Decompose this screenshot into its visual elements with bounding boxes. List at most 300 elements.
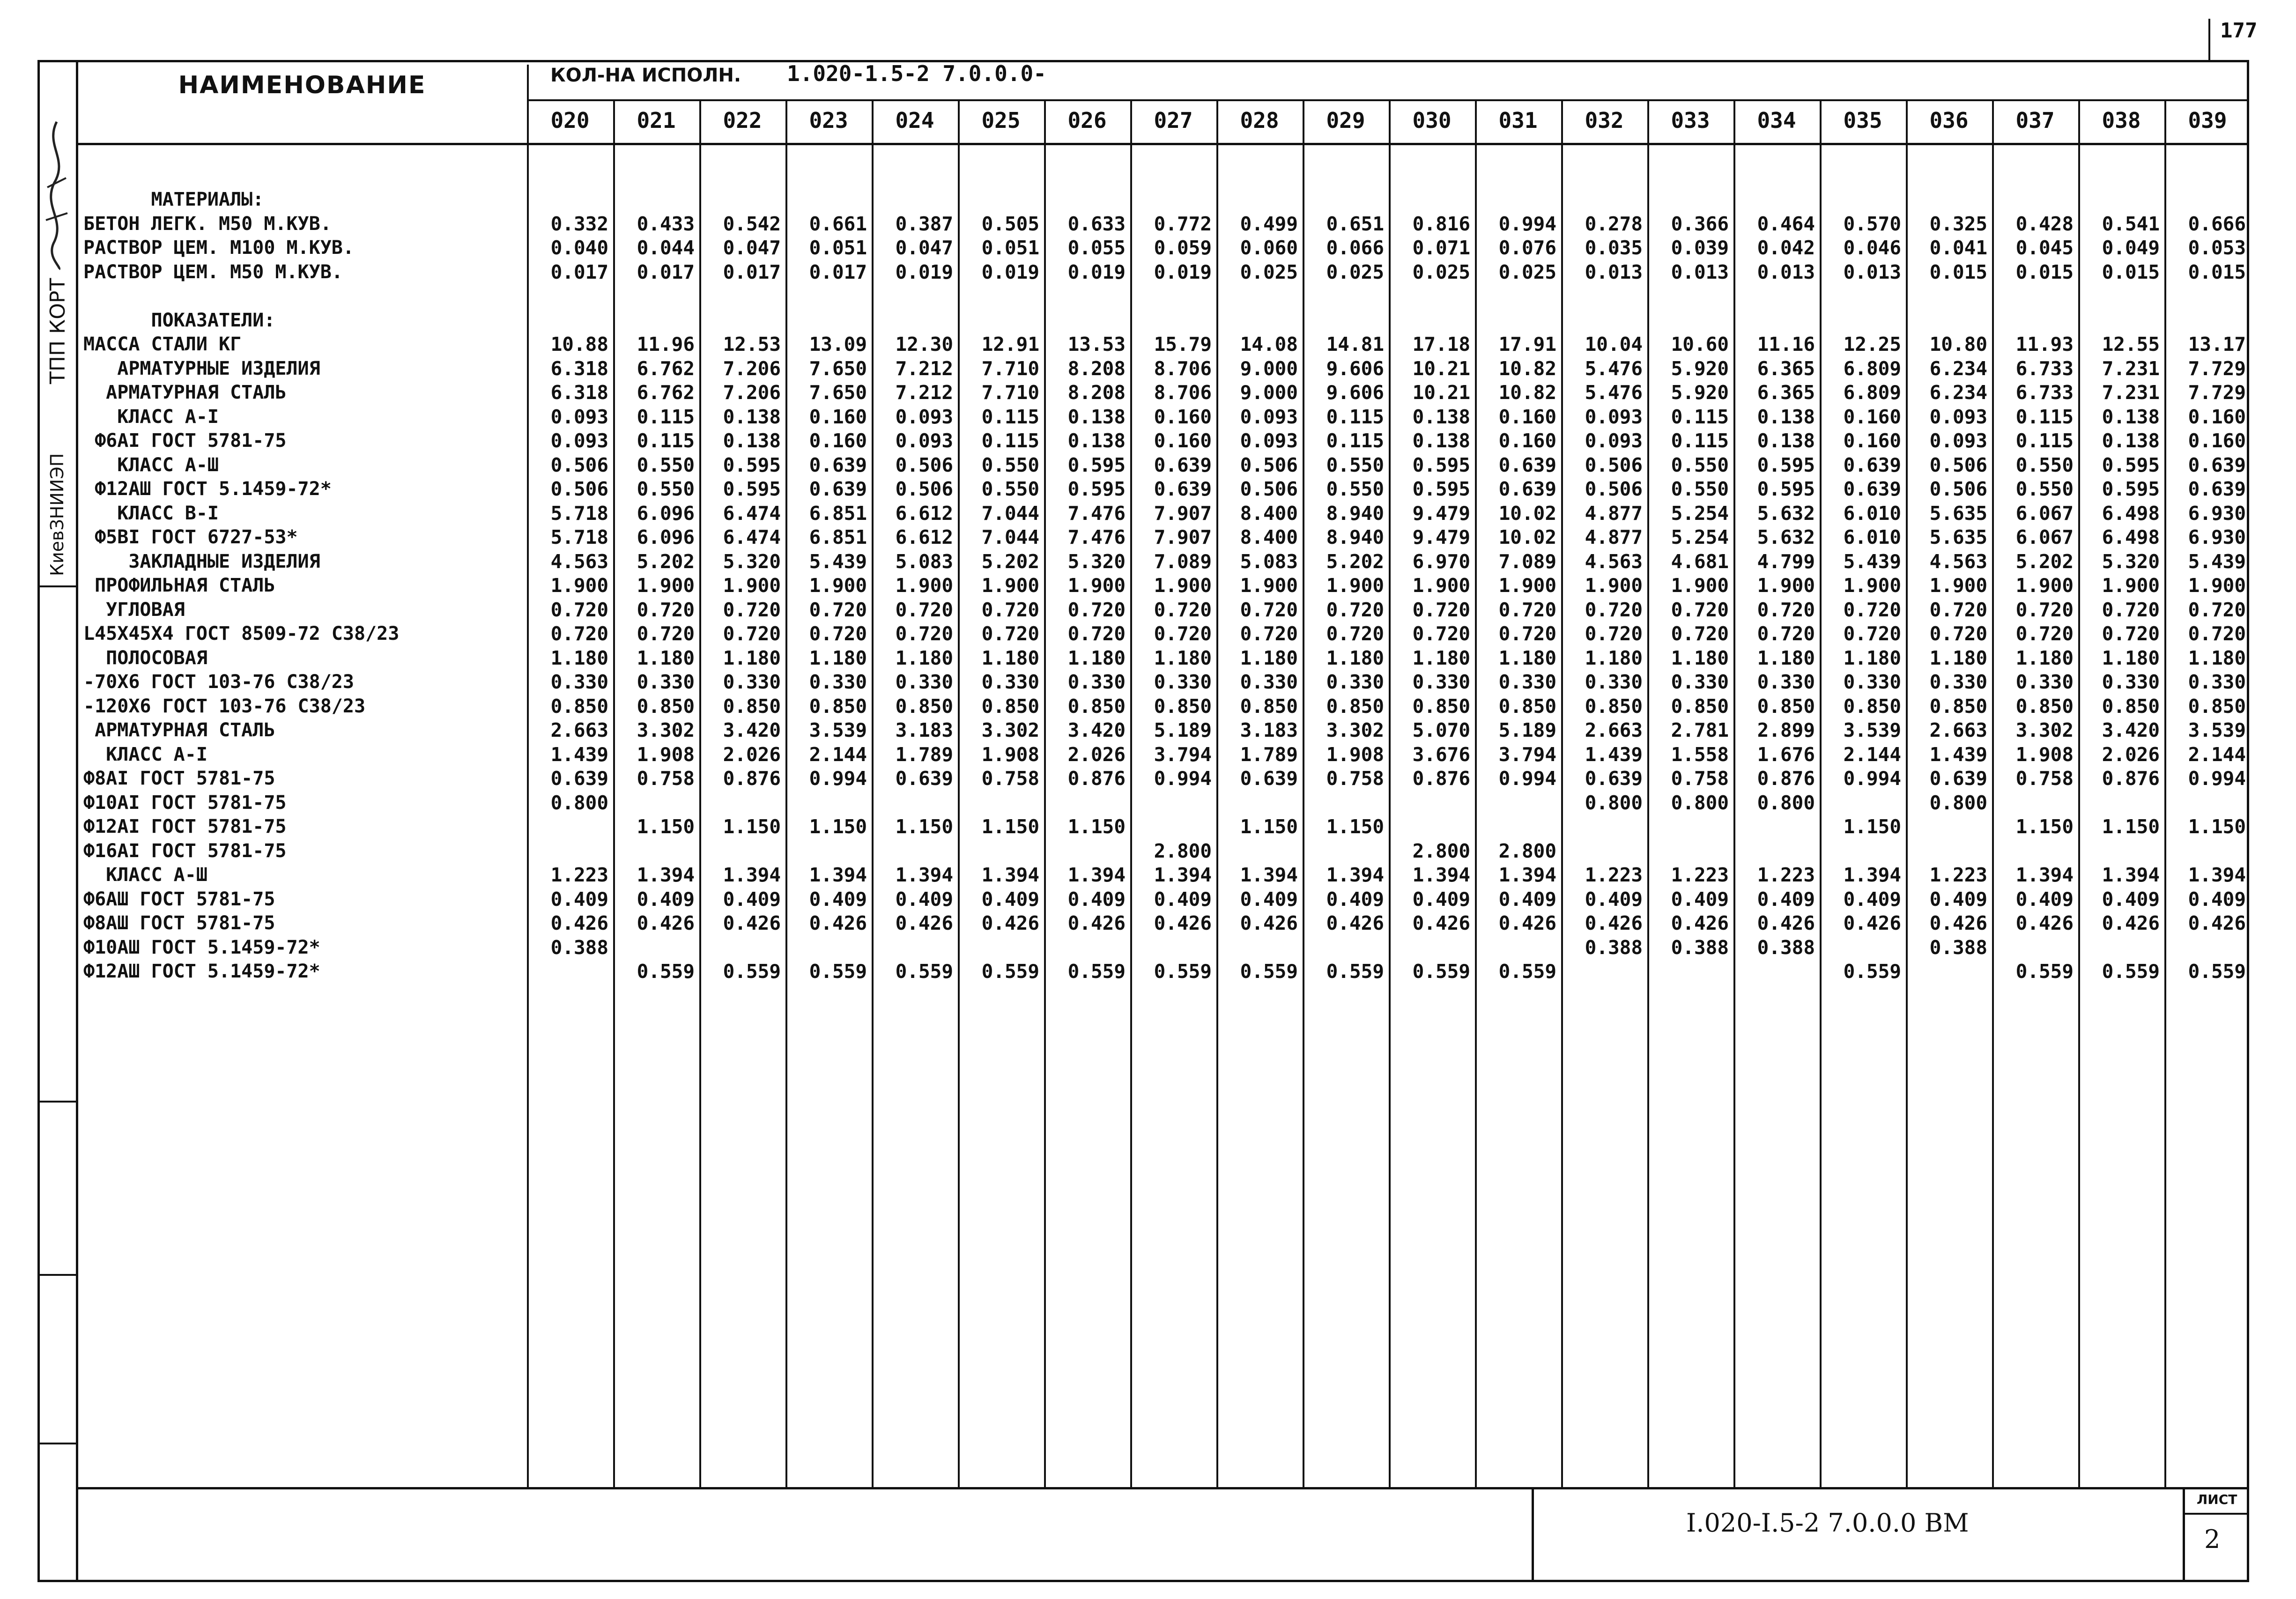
table-cell: 0.330: [1326, 671, 1384, 693]
table-cell: 0.720: [550, 622, 608, 645]
table-cell: 0.115: [2015, 429, 2074, 452]
table-cell: 0.017: [637, 260, 695, 283]
table-cell: 0.559: [723, 960, 781, 983]
table-cell: 10.80: [1929, 333, 1987, 355]
table-cell: 1.900: [1585, 574, 1643, 597]
table-cell: 1.180: [1326, 646, 1384, 669]
table-cell: 0.409: [809, 888, 867, 911]
table-cell: 0.720: [637, 622, 695, 645]
table-cell: 7.476: [1067, 526, 1126, 548]
name-column-header: НАИМЕНОВАНИЕ: [178, 71, 426, 99]
row-label: МАТЕРИАЛЫ:: [83, 189, 264, 210]
table-cell: 0.051: [981, 237, 1039, 259]
table-cell: 7.729: [2188, 357, 2246, 380]
table-cell: 0.720: [1154, 598, 1212, 621]
table-cell: 0.017: [809, 260, 867, 283]
table-cell: 0.388: [1671, 936, 1729, 959]
table-cell: 0.464: [1757, 212, 1815, 235]
table-cell: 0.330: [2188, 671, 2246, 693]
column-header: 033: [1671, 108, 1710, 133]
table-cell: 0.025: [1326, 260, 1384, 283]
table-cell: 7.650: [809, 357, 867, 380]
table-cell: 3.539: [2188, 719, 2246, 741]
table-cell: 0.550: [981, 453, 1039, 476]
table-cell: 1.180: [809, 646, 867, 669]
table-cell: 0.426: [550, 912, 608, 934]
table-cell: 0.409: [2102, 888, 2160, 911]
table-cell: 0.025: [1412, 260, 1470, 283]
table-cell: 0.013: [1757, 260, 1815, 283]
row-label: Ф5ВI ГОСТ 6727-53*: [83, 526, 298, 548]
table-cell: 0.409: [637, 888, 695, 911]
table-cell: 0.071: [1412, 237, 1470, 259]
table-cell: 1.223: [1585, 864, 1643, 886]
column-line: [1044, 99, 1046, 1487]
table-cell: 0.559: [2102, 960, 2160, 983]
table-cell: 2.663: [550, 719, 608, 741]
table-cell: 7.476: [1067, 502, 1126, 525]
table-cell: 0.506: [1929, 478, 1987, 500]
table-cell: 0.138: [1757, 405, 1815, 428]
column-header: 027: [1154, 108, 1193, 133]
table-cell: 0.559: [895, 960, 953, 983]
table-cell: 9.479: [1412, 502, 1470, 525]
table-cell: 0.115: [637, 405, 695, 428]
column-line: [2164, 99, 2166, 1487]
table-cell: 0.115: [2015, 405, 2074, 428]
table-cell: 0.720: [723, 622, 781, 645]
table-cell: 0.426: [2015, 912, 2074, 934]
table-cell: 0.559: [1240, 960, 1298, 983]
table-cell: 0.850: [1757, 695, 1815, 718]
table-cell: 0.550: [1671, 478, 1729, 500]
table-cell: 0.160: [809, 405, 867, 428]
table-cell: 3.794: [1154, 743, 1212, 766]
page-number: 177: [2220, 19, 2258, 43]
table-cell: 0.559: [1412, 960, 1470, 983]
table-cell: 0.595: [1067, 478, 1126, 500]
table-cell: 0.138: [723, 429, 781, 452]
table-cell: 0.720: [1154, 622, 1212, 645]
table-cell: 1.180: [1843, 646, 1901, 669]
table-cell: 0.160: [1154, 405, 1212, 428]
row-label: КЛАСС А-I: [83, 743, 207, 765]
table-cell: 0.160: [1843, 429, 1901, 452]
table-cell: 2.144: [809, 743, 867, 766]
table-cell: 2.663: [1585, 719, 1643, 741]
table-cell: 5.635: [1929, 502, 1987, 525]
table-cell: 0.426: [2102, 912, 2160, 934]
table-cell: 0.850: [1843, 695, 1901, 718]
table-cell: 0.426: [1240, 912, 1298, 934]
table-cell: 6.851: [809, 526, 867, 548]
table-cell: 0.639: [1498, 478, 1556, 500]
table-cell: 9.000: [1240, 357, 1298, 380]
table-cell: 1.180: [723, 646, 781, 669]
column-header: 037: [2015, 108, 2055, 133]
table-cell: 0.994: [1498, 767, 1556, 790]
row-label: Ф16АI ГОСТ 5781-75: [83, 840, 287, 862]
table-cell: 1.180: [895, 646, 953, 669]
footer-stamp-divider: [1532, 1487, 1534, 1581]
table-cell: 1.150: [637, 815, 695, 838]
table-cell: 0.330: [2102, 671, 2160, 693]
table-cell: 0.093: [1240, 429, 1298, 452]
table-cell: 0.720: [2015, 598, 2074, 621]
table-cell: 0.045: [2015, 237, 2074, 259]
table-cell: 6.612: [895, 502, 953, 525]
row-label: Ф6АШ ГОСТ 5781-75: [83, 888, 275, 910]
table-cell: 0.409: [1757, 888, 1815, 911]
table-cell: 6.010: [1843, 502, 1901, 525]
table-cell: 0.559: [1326, 960, 1384, 983]
table-cell: 0.720: [1067, 622, 1126, 645]
header-bottom-line: [76, 143, 2249, 145]
table-cell: 0.409: [1585, 888, 1643, 911]
table-cell: 5.202: [981, 550, 1039, 573]
table-cell: 0.055: [1067, 237, 1126, 259]
table-cell: 0.015: [2102, 260, 2160, 283]
table-cell: 7.206: [723, 381, 781, 404]
table-cell: 1.150: [2102, 815, 2160, 838]
table-cell: 0.046: [1843, 237, 1901, 259]
table-cell: 0.994: [2188, 767, 2246, 790]
table-cell: 1.394: [1843, 864, 1901, 886]
table-cell: 6.474: [723, 502, 781, 525]
table-cell: 6.930: [2188, 502, 2246, 525]
table-cell: 0.633: [1067, 212, 1126, 235]
table-cell: 0.115: [1671, 405, 1729, 428]
table-cell: 11.16: [1757, 333, 1815, 355]
row-label: Ф12АШ ГОСТ 5.1459-72*: [83, 961, 320, 982]
table-cell: 1.394: [1154, 864, 1212, 886]
table-cell: 0.426: [1326, 912, 1384, 934]
table-cell: 0.138: [2102, 405, 2160, 428]
frame-left: [76, 60, 78, 1582]
table-cell: 0.409: [1067, 888, 1126, 911]
table-cell: 1.900: [637, 574, 695, 597]
table-cell: 6.234: [1929, 381, 1987, 404]
table-cell: 0.047: [895, 237, 953, 259]
table-cell: 0.025: [1498, 260, 1556, 283]
table-cell: 0.800: [1671, 791, 1729, 814]
table-cell: 3.302: [637, 719, 695, 741]
table-cell: 12.91: [981, 333, 1039, 355]
table-cell: 0.330: [1585, 671, 1643, 693]
table-cell: 3.183: [895, 719, 953, 741]
table-cell: 0.138: [1412, 405, 1470, 428]
table-cell: 5.632: [1757, 502, 1815, 525]
table-cell: 1.180: [1412, 646, 1470, 669]
table-cell: 8.940: [1326, 502, 1384, 525]
row-label: Ф8АШ ГОСТ 5781-75: [83, 912, 275, 934]
footer-sheet-divider: [2183, 1487, 2185, 1581]
table-cell: 1.394: [809, 864, 867, 886]
table-cell: 0.019: [1067, 260, 1126, 283]
table-cell: 0.426: [1757, 912, 1815, 934]
table-cell: 5.202: [637, 550, 695, 573]
table-cell: 3.539: [809, 719, 867, 741]
table-cell: 4.799: [1757, 550, 1815, 573]
row-label: КЛАСС А-I: [83, 406, 219, 428]
table-cell: 0.409: [895, 888, 953, 911]
table-cell: 7.044: [981, 526, 1039, 548]
row-label: ПОКАЗАТЕЛИ:: [83, 309, 275, 331]
table-cell: 1.150: [809, 815, 867, 838]
table-cell: 1.900: [550, 574, 608, 597]
table-cell: 0.720: [809, 622, 867, 645]
table-cell: 3.420: [2102, 719, 2160, 741]
table-cell: 5.189: [1154, 719, 1212, 741]
table-cell: 3.302: [2015, 719, 2074, 741]
table-cell: 0.550: [1326, 478, 1384, 500]
table-cell: 9.606: [1326, 381, 1384, 404]
table-cell: 1.900: [1843, 574, 1901, 597]
frame-top: [37, 60, 2249, 62]
table-cell: 0.720: [1671, 598, 1729, 621]
table-cell: 5.202: [1326, 550, 1384, 573]
table-cell: 0.720: [1326, 598, 1384, 621]
table-cell: 1.150: [2015, 815, 2074, 838]
table-cell: 0.093: [1929, 405, 1987, 428]
table-cell: 7.089: [1154, 550, 1212, 573]
table-cell: 0.426: [1498, 912, 1556, 934]
table-cell: 0.330: [809, 671, 867, 693]
table-cell: 1.223: [1757, 864, 1815, 886]
table-cell: 0.639: [2188, 478, 2246, 500]
table-cell: 0.550: [2015, 453, 2074, 476]
table-cell: 5.635: [1929, 526, 1987, 548]
table-cell: 0.850: [2015, 695, 2074, 718]
table-cell: 0.720: [981, 598, 1039, 621]
table-cell: 0.160: [2188, 405, 2246, 428]
table-cell: 0.720: [2102, 598, 2160, 621]
table-cell: 7.729: [2188, 381, 2246, 404]
table-cell: 6.733: [2015, 357, 2074, 380]
column-line: [613, 99, 615, 1487]
table-cell: 0.720: [1757, 598, 1815, 621]
table-cell: 10.82: [1498, 381, 1556, 404]
table-cell: 1.394: [2188, 864, 2246, 886]
table-cell: 0.994: [1843, 767, 1901, 790]
table-cell: 10.02: [1498, 502, 1556, 525]
table-cell: 0.720: [1498, 598, 1556, 621]
table-cell: 0.639: [1498, 453, 1556, 476]
table-cell: 7.206: [723, 357, 781, 380]
table-cell: 0.720: [895, 598, 953, 621]
side-stamp-institute: КиевЗНИИЭП: [47, 453, 67, 576]
table-cell: 1.900: [1498, 574, 1556, 597]
table-cell: 0.720: [2188, 598, 2246, 621]
column-header: 020: [550, 108, 590, 133]
table-cell: 12.25: [1843, 333, 1901, 355]
table-cell: 0.019: [1154, 260, 1212, 283]
table-cell: 0.093: [895, 429, 953, 452]
table-cell: 1.900: [1326, 574, 1384, 597]
table-cell: 1.900: [2102, 574, 2160, 597]
table-cell: 0.040: [550, 237, 608, 259]
column-header: 026: [1067, 108, 1107, 133]
table-cell: 5.439: [809, 550, 867, 573]
table-cell: 0.049: [2102, 237, 2160, 259]
table-cell: 0.066: [1326, 237, 1384, 259]
table-cell: 0.388: [1585, 936, 1643, 959]
table-cell: 7.650: [809, 381, 867, 404]
table-cell: 0.772: [1154, 212, 1212, 235]
row-label: Ф12АI ГОСТ 5781-75: [83, 816, 287, 837]
table-cell: 0.115: [1326, 405, 1384, 428]
table-cell: 3.676: [1412, 743, 1470, 766]
table-cell: 0.876: [1757, 767, 1815, 790]
table-cell: 0.720: [981, 622, 1039, 645]
table-cell: 0.559: [1843, 960, 1901, 983]
table-cell: 0.720: [1929, 598, 1987, 621]
table-cell: 0.506: [1240, 478, 1298, 500]
row-label: КЛАСС А-Ш: [83, 454, 219, 476]
table-cell: 1.180: [981, 646, 1039, 669]
table-cell: 1.900: [895, 574, 953, 597]
table-cell: 4.563: [1929, 550, 1987, 573]
table-cell: 0.639: [895, 767, 953, 790]
table-cell: 1.394: [895, 864, 953, 886]
table-cell: 0.330: [1843, 671, 1901, 693]
table-cell: 0.115: [1671, 429, 1729, 452]
table-cell: 0.409: [1326, 888, 1384, 911]
table-cell: 3.302: [1326, 719, 1384, 741]
table-cell: 0.994: [1154, 767, 1212, 790]
table-cell: 0.015: [2015, 260, 2074, 283]
table-cell: 12.30: [895, 333, 953, 355]
frame-left-outer: [37, 60, 40, 1582]
table-cell: 0.758: [2015, 767, 2074, 790]
table-cell: 0.115: [637, 429, 695, 452]
table-cell: 1.394: [981, 864, 1039, 886]
table-cell: 0.426: [1671, 912, 1729, 934]
table-cell: 0.595: [2102, 478, 2160, 500]
table-cell: 6.234: [1929, 357, 1987, 380]
table-cell: 6.365: [1757, 357, 1815, 380]
table-cell: 6.318: [550, 357, 608, 380]
table-cell: 0.013: [1843, 260, 1901, 283]
table-cell: 1.394: [2015, 864, 2074, 886]
table-cell: 6.930: [2188, 526, 2246, 548]
table-cell: 0.559: [1154, 960, 1212, 983]
table-cell: 0.559: [2188, 960, 2246, 983]
table-cell: 1.908: [637, 743, 695, 766]
table-cell: 1.394: [2102, 864, 2160, 886]
table-cell: 0.426: [895, 912, 953, 934]
table-cell: 5.070: [1412, 719, 1470, 741]
table-cell: 0.595: [1757, 453, 1815, 476]
table-cell: 2.800: [1412, 839, 1470, 862]
table-cell: 6.970: [1412, 550, 1470, 573]
table-cell: 0.720: [1240, 622, 1298, 645]
table-cell: 1.150: [981, 815, 1039, 838]
column-header: 036: [1929, 108, 1969, 133]
column-line: [1475, 99, 1477, 1487]
row-label: ПОЛОСОВАЯ: [83, 647, 207, 669]
table-cell: 8.400: [1240, 502, 1298, 525]
table-cell: 0.595: [1412, 453, 1470, 476]
table-cell: 0.093: [1585, 429, 1643, 452]
table-cell: 0.550: [1671, 453, 1729, 476]
table-cell: 0.059: [1154, 237, 1212, 259]
frame-right: [2247, 60, 2249, 1582]
table-cell: 0.138: [1067, 405, 1126, 428]
table-cell: 0.426: [809, 912, 867, 934]
table-cell: 2.144: [2188, 743, 2246, 766]
table-cell: 0.850: [1067, 695, 1126, 718]
table-cell: 0.758: [637, 767, 695, 790]
row-label: АРМАТУРНЫЕ ИЗДЕЛИЯ: [83, 357, 320, 379]
table-cell: 0.426: [1412, 912, 1470, 934]
sheet-label: ЛИСТ: [2197, 1492, 2237, 1507]
table-cell: 0.720: [1671, 622, 1729, 645]
table-cell: 1.180: [1154, 646, 1212, 669]
table-cell: 6.067: [2015, 526, 2074, 548]
table-cell: 0.720: [1757, 622, 1815, 645]
table-cell: 0.639: [550, 767, 608, 790]
table-cell: 0.720: [1498, 622, 1556, 645]
row-label: КЛАСС А-Ш: [83, 864, 207, 886]
table-cell: 0.426: [1843, 912, 1901, 934]
table-cell: 17.18: [1412, 333, 1470, 355]
table-cell: 1.676: [1757, 743, 1815, 766]
row-label: -70X6 ГОСТ 103-76 С38/23: [83, 671, 354, 693]
table-cell: 0.044: [637, 237, 695, 259]
table-cell: 0.278: [1585, 212, 1643, 235]
table-cell: 0.850: [981, 695, 1039, 718]
table-cell: 0.800: [550, 791, 608, 814]
table-cell: 0.025: [1240, 260, 1298, 283]
table-cell: 0.506: [895, 478, 953, 500]
table-cell: 1.394: [1498, 864, 1556, 886]
table-cell: 0.041: [1929, 237, 1987, 259]
table-cell: 6.096: [637, 502, 695, 525]
table-cell: 0.426: [723, 912, 781, 934]
page-number-box-left: [2208, 19, 2210, 62]
table-cell: 1.900: [1412, 574, 1470, 597]
table-cell: 0.409: [1240, 888, 1298, 911]
table-cell: 0.994: [809, 767, 867, 790]
row-label: ПРОФИЛЬНАЯ СТАЛЬ: [83, 575, 275, 596]
side-stamp-org: ТПП КОРТ: [46, 278, 70, 384]
table-cell: 0.330: [1412, 671, 1470, 693]
table-cell: 0.506: [550, 453, 608, 476]
table-cell: 10.88: [550, 333, 608, 355]
table-cell: 0.506: [1929, 453, 1987, 476]
table-cell: 0.160: [1843, 405, 1901, 428]
table-cell: 0.387: [895, 212, 953, 235]
column-line: [2078, 99, 2080, 1487]
table-cell: 0.720: [809, 598, 867, 621]
table-cell: 0.559: [637, 960, 695, 983]
table-cell: 0.409: [550, 888, 608, 911]
column-line: [1130, 99, 1132, 1487]
table-cell: 4.877: [1585, 502, 1643, 525]
table-cell: 5.083: [1240, 550, 1298, 573]
table-cell: 6.474: [723, 526, 781, 548]
table-cell: 0.047: [723, 237, 781, 259]
table-cell: 7.907: [1154, 502, 1212, 525]
table-cell: 0.015: [1929, 260, 1987, 283]
row-label: МАССА СТАЛИ КГ: [83, 333, 242, 355]
table-cell: 0.409: [1929, 888, 1987, 911]
table-cell: 5.920: [1671, 357, 1729, 380]
table-cell: 0.093: [550, 429, 608, 452]
table-cell: 5.476: [1585, 381, 1643, 404]
table-cell: 0.366: [1671, 212, 1729, 235]
